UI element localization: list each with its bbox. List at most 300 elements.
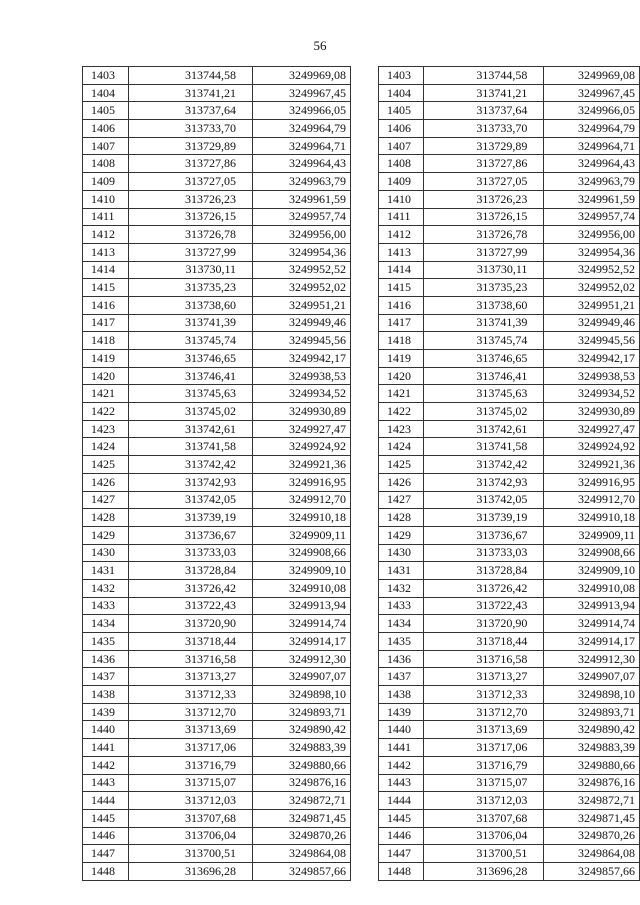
x-coordinate-cell: 313727,05 — [129, 173, 253, 191]
x-coordinate-cell: 313737,64 — [424, 102, 544, 120]
y-coordinate-cell: 3249908,66 — [253, 544, 351, 562]
x-coordinate-cell: 313712,70 — [424, 703, 544, 721]
x-coordinate-cell: 313720,90 — [129, 615, 253, 633]
y-coordinate-cell: 3249890,42 — [544, 721, 640, 739]
point-number-cell: 1444 — [83, 792, 129, 810]
table-row — [83, 137, 351, 155]
y-coordinate-cell: 3249916,95 — [253, 473, 351, 491]
table-row — [83, 862, 351, 880]
y-coordinate-cell: 3249876,16 — [544, 774, 640, 792]
point-number-cell: 1409 — [83, 173, 129, 191]
x-coordinate-cell: 313745,74 — [129, 332, 253, 350]
x-coordinate-cell: 313735,23 — [424, 279, 544, 297]
table-row — [83, 403, 351, 421]
table-row — [83, 420, 351, 438]
x-coordinate-cell: 313727,05 — [424, 173, 544, 191]
y-coordinate-cell: 3249969,08 — [253, 67, 351, 85]
x-coordinate-cell: 313716,58 — [424, 650, 544, 668]
y-coordinate-cell: 3249914,74 — [253, 615, 351, 633]
x-coordinate-cell: 313742,93 — [424, 473, 544, 491]
table-row — [379, 332, 640, 350]
y-coordinate-cell: 3249914,17 — [544, 633, 640, 651]
y-coordinate-cell: 3249864,08 — [544, 845, 640, 863]
point-number-cell: 1418 — [83, 332, 129, 350]
table-row — [379, 67, 640, 85]
x-coordinate-cell: 313746,41 — [129, 367, 253, 385]
point-number-cell: 1432 — [379, 579, 424, 597]
point-number-cell: 1445 — [379, 809, 424, 827]
point-number-cell: 1434 — [379, 615, 424, 633]
point-number-cell: 1443 — [379, 774, 424, 792]
table-row — [83, 473, 351, 491]
y-coordinate-cell: 3249945,56 — [544, 332, 640, 350]
table-row — [379, 173, 640, 191]
point-number-cell: 1435 — [379, 633, 424, 651]
point-number-cell: 1431 — [379, 562, 424, 580]
table-row — [83, 845, 351, 863]
x-coordinate-cell: 313726,23 — [424, 190, 544, 208]
table-row — [379, 243, 640, 261]
table-row — [379, 190, 640, 208]
y-coordinate-cell: 3249964,71 — [253, 137, 351, 155]
table-row — [379, 367, 640, 385]
y-coordinate-cell: 3249952,52 — [544, 261, 640, 279]
x-coordinate-cell: 313700,51 — [424, 845, 544, 863]
table-row — [379, 509, 640, 527]
x-coordinate-cell: 313742,05 — [129, 491, 253, 509]
y-coordinate-cell: 3249938,53 — [544, 367, 640, 385]
x-coordinate-cell: 313745,63 — [129, 385, 253, 403]
y-coordinate-cell: 3249930,89 — [253, 403, 351, 421]
y-coordinate-cell: 3249910,18 — [544, 509, 640, 527]
table-row — [379, 385, 640, 403]
point-number-cell: 1438 — [379, 686, 424, 704]
table-row — [379, 296, 640, 314]
table-row — [83, 756, 351, 774]
x-coordinate-cell: 313741,58 — [129, 438, 253, 456]
x-coordinate-cell: 313737,64 — [129, 102, 253, 120]
table-row — [379, 491, 640, 509]
y-coordinate-cell: 3249912,30 — [253, 650, 351, 668]
y-coordinate-cell: 3249921,36 — [544, 456, 640, 474]
y-coordinate-cell: 3249898,10 — [253, 686, 351, 704]
y-coordinate-cell: 3249910,08 — [253, 579, 351, 597]
table-row — [83, 279, 351, 297]
x-coordinate-cell: 313726,42 — [424, 579, 544, 597]
y-coordinate-cell: 3249967,45 — [253, 84, 351, 102]
y-coordinate-cell: 3249956,00 — [544, 226, 640, 244]
point-number-cell: 1415 — [379, 279, 424, 297]
x-coordinate-cell: 313722,43 — [129, 597, 253, 615]
table-row — [83, 208, 351, 226]
x-coordinate-cell: 313744,58 — [129, 67, 253, 85]
y-coordinate-cell: 3249883,39 — [253, 739, 351, 757]
table-row — [379, 633, 640, 651]
x-coordinate-cell: 313729,89 — [129, 137, 253, 155]
point-number-cell: 1425 — [83, 456, 129, 474]
point-number-cell: 1437 — [379, 668, 424, 686]
x-coordinate-cell: 313716,58 — [129, 650, 253, 668]
point-number-cell: 1448 — [83, 862, 129, 880]
y-coordinate-cell: 3249964,43 — [253, 155, 351, 173]
table-row — [379, 226, 640, 244]
point-number-cell: 1411 — [83, 208, 129, 226]
x-coordinate-cell: 313726,23 — [129, 190, 253, 208]
x-coordinate-cell: 313742,61 — [424, 420, 544, 438]
table-row — [83, 296, 351, 314]
y-coordinate-cell: 3249956,00 — [253, 226, 351, 244]
point-number-cell: 1428 — [83, 509, 129, 527]
point-number-cell: 1443 — [83, 774, 129, 792]
point-number-cell: 1406 — [83, 120, 129, 138]
point-number-cell: 1425 — [379, 456, 424, 474]
table-row — [379, 756, 640, 774]
table-row — [379, 420, 640, 438]
table-row — [379, 686, 640, 704]
y-coordinate-cell: 3249924,92 — [544, 438, 640, 456]
y-coordinate-cell: 3249954,36 — [253, 243, 351, 261]
point-number-cell: 1448 — [379, 862, 424, 880]
y-coordinate-cell: 3249910,18 — [253, 509, 351, 527]
table-row — [379, 403, 640, 421]
table-row — [379, 703, 640, 721]
y-coordinate-cell: 3249872,71 — [544, 792, 640, 810]
x-coordinate-cell: 313738,60 — [424, 296, 544, 314]
x-coordinate-cell: 313742,05 — [424, 491, 544, 509]
table-row — [379, 597, 640, 615]
x-coordinate-cell: 313716,79 — [129, 756, 253, 774]
y-coordinate-cell: 3249909,11 — [544, 526, 640, 544]
x-coordinate-cell: 313742,61 — [129, 420, 253, 438]
table-row — [379, 208, 640, 226]
table-row — [379, 438, 640, 456]
y-coordinate-cell: 3249957,74 — [544, 208, 640, 226]
coordinates-table-right — [378, 66, 640, 881]
point-number-cell: 1410 — [83, 190, 129, 208]
table-row — [379, 650, 640, 668]
point-number-cell: 1416 — [379, 296, 424, 314]
point-number-cell: 1440 — [83, 721, 129, 739]
table-row — [379, 120, 640, 138]
table-row — [83, 650, 351, 668]
y-coordinate-cell: 3249952,02 — [544, 279, 640, 297]
x-coordinate-cell: 313733,70 — [424, 120, 544, 138]
y-coordinate-cell: 3249910,08 — [544, 579, 640, 597]
y-coordinate-cell: 3249952,52 — [253, 261, 351, 279]
y-coordinate-cell: 3249951,21 — [253, 296, 351, 314]
table-row — [379, 155, 640, 173]
x-coordinate-cell: 313727,99 — [424, 243, 544, 261]
point-number-cell: 1408 — [379, 155, 424, 173]
point-number-cell: 1439 — [83, 703, 129, 721]
y-coordinate-cell: 3249876,16 — [253, 774, 351, 792]
point-number-cell: 1429 — [379, 526, 424, 544]
point-number-cell: 1431 — [83, 562, 129, 580]
y-coordinate-cell: 3249909,10 — [253, 562, 351, 580]
table-row — [83, 668, 351, 686]
x-coordinate-cell: 313706,04 — [129, 827, 253, 845]
point-number-cell: 1427 — [83, 491, 129, 509]
y-coordinate-cell: 3249930,89 — [544, 403, 640, 421]
point-number-cell: 1403 — [83, 67, 129, 85]
y-coordinate-cell: 3249957,74 — [253, 208, 351, 226]
y-coordinate-cell: 3249967,45 — [544, 84, 640, 102]
y-coordinate-cell: 3249857,66 — [253, 862, 351, 880]
point-number-cell: 1407 — [379, 137, 424, 155]
x-coordinate-cell: 313730,11 — [129, 261, 253, 279]
y-coordinate-cell: 3249951,21 — [544, 296, 640, 314]
table-row — [83, 562, 351, 580]
point-number-cell: 1424 — [379, 438, 424, 456]
x-coordinate-cell: 313728,84 — [424, 562, 544, 580]
table-row — [83, 367, 351, 385]
table-row — [83, 544, 351, 562]
point-number-cell: 1422 — [83, 403, 129, 421]
y-coordinate-cell: 3249890,42 — [253, 721, 351, 739]
x-coordinate-cell: 313696,28 — [129, 862, 253, 880]
point-number-cell: 1412 — [83, 226, 129, 244]
x-coordinate-cell: 313712,03 — [424, 792, 544, 810]
point-number-cell: 1411 — [379, 208, 424, 226]
table-row — [83, 615, 351, 633]
point-number-cell: 1404 — [83, 84, 129, 102]
point-number-cell: 1441 — [379, 739, 424, 757]
x-coordinate-cell: 313741,58 — [424, 438, 544, 456]
x-coordinate-cell: 313729,89 — [424, 137, 544, 155]
x-coordinate-cell: 313730,11 — [424, 261, 544, 279]
y-coordinate-cell: 3249908,66 — [544, 544, 640, 562]
y-coordinate-cell: 3249914,74 — [544, 615, 640, 633]
y-coordinate-cell: 3249963,79 — [544, 173, 640, 191]
point-number-cell: 1412 — [379, 226, 424, 244]
point-number-cell: 1422 — [379, 403, 424, 421]
x-coordinate-cell: 313745,02 — [129, 403, 253, 421]
point-number-cell: 1442 — [379, 756, 424, 774]
table-row — [379, 792, 640, 810]
point-number-cell: 1428 — [379, 509, 424, 527]
table-row — [83, 243, 351, 261]
y-coordinate-cell: 3249872,71 — [253, 792, 351, 810]
point-number-cell: 1414 — [379, 261, 424, 279]
x-coordinate-cell: 313700,51 — [129, 845, 253, 863]
y-coordinate-cell: 3249966,05 — [253, 102, 351, 120]
y-coordinate-cell: 3249912,30 — [544, 650, 640, 668]
y-coordinate-cell: 3249964,79 — [544, 120, 640, 138]
point-number-cell: 1417 — [83, 314, 129, 332]
x-coordinate-cell: 313713,27 — [424, 668, 544, 686]
page-number: 56 — [313, 38, 327, 53]
x-coordinate-cell: 313745,74 — [424, 332, 544, 350]
table-row — [83, 456, 351, 474]
point-number-cell: 1437 — [83, 668, 129, 686]
y-coordinate-cell: 3249964,79 — [253, 120, 351, 138]
point-number-cell: 1407 — [83, 137, 129, 155]
table-row — [379, 279, 640, 297]
x-coordinate-cell: 313739,19 — [424, 509, 544, 527]
y-coordinate-cell: 3249870,26 — [253, 827, 351, 845]
point-number-cell: 1436 — [83, 650, 129, 668]
table-row — [379, 827, 640, 845]
x-coordinate-cell: 313717,06 — [424, 739, 544, 757]
table-row — [379, 84, 640, 102]
point-number-cell: 1423 — [379, 420, 424, 438]
point-number-cell: 1421 — [83, 385, 129, 403]
point-number-cell: 1435 — [83, 633, 129, 651]
x-coordinate-cell: 313726,42 — [129, 579, 253, 597]
table-row — [83, 809, 351, 827]
point-number-cell: 1447 — [83, 845, 129, 863]
x-coordinate-cell: 313715,07 — [424, 774, 544, 792]
y-coordinate-cell: 3249949,46 — [544, 314, 640, 332]
point-number-cell: 1432 — [83, 579, 129, 597]
y-coordinate-cell: 3249969,08 — [544, 67, 640, 85]
x-coordinate-cell: 313712,70 — [129, 703, 253, 721]
point-number-cell: 1446 — [83, 827, 129, 845]
point-number-cell: 1441 — [83, 739, 129, 757]
x-coordinate-cell: 313706,04 — [424, 827, 544, 845]
x-coordinate-cell: 313746,65 — [424, 350, 544, 368]
table-row — [83, 350, 351, 368]
point-number-cell: 1436 — [379, 650, 424, 668]
y-coordinate-cell: 3249961,59 — [253, 190, 351, 208]
table-row — [379, 862, 640, 880]
table-row — [83, 509, 351, 527]
table-row — [83, 190, 351, 208]
y-coordinate-cell: 3249961,59 — [544, 190, 640, 208]
point-number-cell: 1447 — [379, 845, 424, 863]
table-row — [83, 385, 351, 403]
y-coordinate-cell: 3249964,71 — [544, 137, 640, 155]
point-number-cell: 1413 — [83, 243, 129, 261]
x-coordinate-cell: 313718,44 — [424, 633, 544, 651]
table-row — [83, 314, 351, 332]
y-coordinate-cell: 3249949,46 — [253, 314, 351, 332]
point-number-cell: 1439 — [379, 703, 424, 721]
table-row — [379, 544, 640, 562]
table-row — [379, 350, 640, 368]
point-number-cell: 1419 — [83, 350, 129, 368]
point-number-cell: 1446 — [379, 827, 424, 845]
point-number-cell: 1421 — [379, 385, 424, 403]
table-row — [379, 473, 640, 491]
y-coordinate-cell: 3249914,17 — [253, 633, 351, 651]
x-coordinate-cell: 313741,39 — [424, 314, 544, 332]
table-row — [379, 668, 640, 686]
point-number-cell: 1434 — [83, 615, 129, 633]
x-coordinate-cell: 313717,06 — [129, 739, 253, 757]
y-coordinate-cell: 3249934,52 — [544, 385, 640, 403]
x-coordinate-cell: 313733,70 — [129, 120, 253, 138]
point-number-cell: 1410 — [379, 190, 424, 208]
x-coordinate-cell: 313720,90 — [424, 615, 544, 633]
table-row — [83, 792, 351, 810]
point-number-cell: 1440 — [379, 721, 424, 739]
y-coordinate-cell: 3249927,47 — [253, 420, 351, 438]
point-number-cell: 1429 — [83, 526, 129, 544]
table-row — [83, 774, 351, 792]
x-coordinate-cell: 313712,33 — [129, 686, 253, 704]
table-row — [379, 809, 640, 827]
point-number-cell: 1427 — [379, 491, 424, 509]
x-coordinate-cell: 313707,68 — [129, 809, 253, 827]
y-coordinate-cell: 3249880,66 — [544, 756, 640, 774]
point-number-cell: 1433 — [379, 597, 424, 615]
y-coordinate-cell: 3249952,02 — [253, 279, 351, 297]
point-number-cell: 1406 — [379, 120, 424, 138]
y-coordinate-cell: 3249927,47 — [544, 420, 640, 438]
point-number-cell: 1408 — [83, 155, 129, 173]
y-coordinate-cell: 3249964,43 — [544, 155, 640, 173]
table-row — [83, 827, 351, 845]
y-coordinate-cell: 3249907,07 — [544, 668, 640, 686]
y-coordinate-cell: 3249966,05 — [544, 102, 640, 120]
x-coordinate-cell: 313741,39 — [129, 314, 253, 332]
table-row — [83, 155, 351, 173]
table-row — [379, 456, 640, 474]
y-coordinate-cell: 3249934,52 — [253, 385, 351, 403]
table-row — [83, 438, 351, 456]
x-coordinate-cell: 313713,69 — [424, 721, 544, 739]
x-coordinate-cell: 313715,07 — [129, 774, 253, 792]
table-row — [83, 721, 351, 739]
point-number-cell: 1414 — [83, 261, 129, 279]
y-coordinate-cell: 3249871,45 — [544, 809, 640, 827]
table-row — [379, 137, 640, 155]
point-number-cell: 1405 — [83, 102, 129, 120]
y-coordinate-cell: 3249916,95 — [544, 473, 640, 491]
y-coordinate-cell: 3249912,70 — [253, 491, 351, 509]
x-coordinate-cell: 313733,03 — [424, 544, 544, 562]
x-coordinate-cell: 313726,78 — [424, 226, 544, 244]
x-coordinate-cell: 313738,60 — [129, 296, 253, 314]
y-coordinate-cell: 3249898,10 — [544, 686, 640, 704]
x-coordinate-cell: 313727,99 — [129, 243, 253, 261]
table-row — [379, 774, 640, 792]
table-row — [83, 491, 351, 509]
y-coordinate-cell: 3249880,66 — [253, 756, 351, 774]
point-number-cell: 1426 — [83, 473, 129, 491]
coordinates-table-left — [82, 66, 351, 881]
point-number-cell: 1405 — [379, 102, 424, 120]
table-row — [83, 173, 351, 191]
y-coordinate-cell: 3249942,17 — [253, 350, 351, 368]
point-number-cell: 1424 — [83, 438, 129, 456]
x-coordinate-cell: 313727,86 — [424, 155, 544, 173]
table-row — [83, 597, 351, 615]
table-row — [83, 703, 351, 721]
x-coordinate-cell: 313735,23 — [129, 279, 253, 297]
point-number-cell: 1433 — [83, 597, 129, 615]
table-row — [83, 67, 351, 85]
table-row — [379, 721, 640, 739]
table-row — [379, 739, 640, 757]
x-coordinate-cell: 313728,84 — [129, 562, 253, 580]
y-coordinate-cell: 3249870,26 — [544, 827, 640, 845]
x-coordinate-cell: 313741,21 — [424, 84, 544, 102]
point-number-cell: 1442 — [83, 756, 129, 774]
point-number-cell: 1409 — [379, 173, 424, 191]
table-row — [379, 261, 640, 279]
x-coordinate-cell: 313733,03 — [129, 544, 253, 562]
point-number-cell: 1419 — [379, 350, 424, 368]
table-row — [83, 84, 351, 102]
x-coordinate-cell: 313713,69 — [129, 721, 253, 739]
x-coordinate-cell: 313726,15 — [129, 208, 253, 226]
table-row — [379, 102, 640, 120]
point-number-cell: 1430 — [379, 544, 424, 562]
x-coordinate-cell: 313716,79 — [424, 756, 544, 774]
y-coordinate-cell: 3249909,10 — [544, 562, 640, 580]
